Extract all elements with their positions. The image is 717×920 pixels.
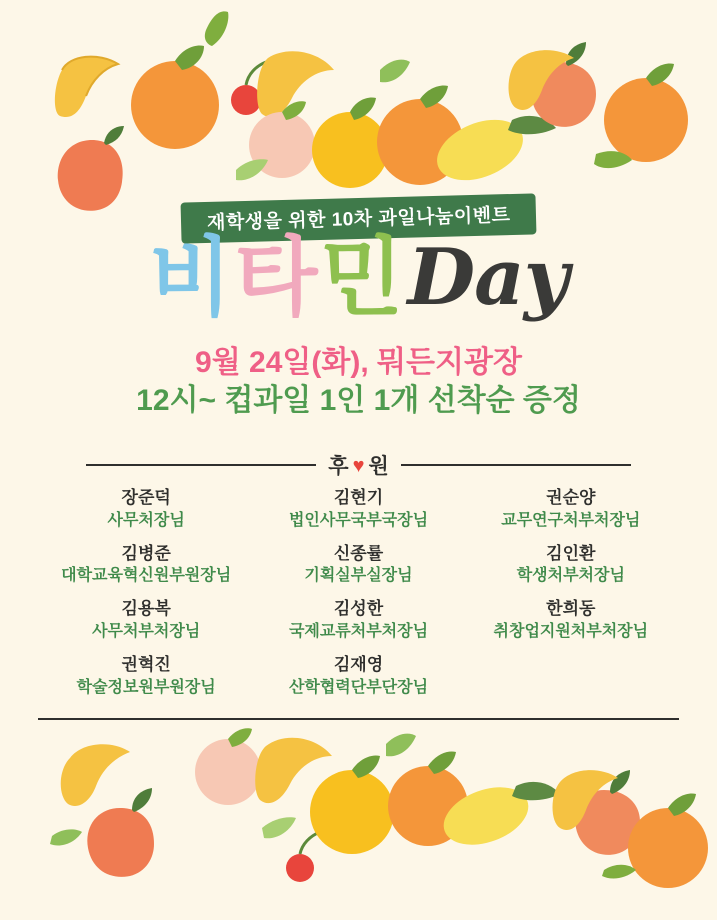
sponsor-title: 학술정보원부원장님	[76, 678, 216, 696]
title-char-1: 비	[148, 229, 231, 326]
list-item	[465, 597, 677, 644]
sponsor-title: 취창업지원처부처장님	[493, 623, 649, 640]
sponsor-title: 국제교류처부처장님	[288, 623, 429, 640]
event-time-details: 12시~ 컵과일 1인 1개 선착순 증정	[136, 384, 581, 418]
list-item	[40, 653, 252, 700]
sponsor-list	[40, 486, 677, 699]
divider-left	[86, 464, 316, 466]
event-subtitle-ribbon: 재학생을 위한 10차 과일나눔이벤트	[180, 193, 536, 243]
event-info	[0, 344, 717, 421]
list-item	[465, 542, 677, 589]
sponsor-name: 김인환	[546, 543, 596, 563]
title-char-2: 타	[234, 229, 316, 326]
sponsor-name: 김성한	[333, 599, 384, 619]
sponsor-name: 장준덕	[121, 488, 171, 507]
sponsor-heading-right-char: 원	[368, 455, 389, 478]
sponsor-name: 김재영	[333, 654, 384, 674]
sponsor-heading-left-char: 후	[328, 455, 349, 478]
sponsor-title: 사무처부처장님	[92, 623, 201, 640]
list-item	[252, 542, 464, 589]
list-item	[40, 486, 252, 533]
heart-icon: ♥	[352, 455, 365, 477]
sponsor-title: 산학협력단부단장님	[288, 678, 429, 696]
fruit-decoration-top	[0, 0, 717, 230]
list-item	[252, 653, 464, 700]
sponsor-name: 김현기	[333, 488, 384, 507]
event-date-location: 9월 24일(화), 뭐든지광장	[195, 346, 522, 379]
sponsor-name: 김용복	[121, 599, 171, 619]
title-char-3: 민	[320, 229, 402, 326]
list-item	[465, 486, 677, 533]
list-item-empty	[465, 653, 677, 700]
sponsor-heading	[0, 450, 717, 480]
sponsor-title: 교무연구처부처장님	[501, 511, 641, 529]
list-item	[252, 597, 464, 644]
sponsor-heading-text	[328, 450, 388, 480]
sponsor-title: 학생처부처장님	[516, 567, 625, 585]
title-day-word: Day	[407, 232, 569, 323]
fruit-decoration-bottom	[0, 720, 717, 920]
sponsor-title: 기획실부실장님	[304, 567, 413, 585]
sponsor-name: 김병준	[121, 543, 171, 563]
sponsor-name: 한희동	[546, 599, 596, 619]
sponsor-title: 사무처장님	[107, 511, 185, 529]
sponsor-name: 신종률	[333, 543, 384, 563]
list-item	[252, 486, 464, 533]
sponsor-name: 권혁진	[121, 654, 171, 674]
divider-bottom	[38, 718, 679, 720]
divider-right	[401, 464, 631, 466]
sponsor-title: 법인사무국부국장님	[288, 511, 429, 529]
poster-title	[0, 229, 717, 326]
list-item	[40, 597, 252, 644]
sponsor-name: 권순양	[546, 488, 596, 507]
sponsor-title: 대학교육혁신원부원장님	[61, 567, 232, 585]
list-item	[40, 542, 252, 589]
